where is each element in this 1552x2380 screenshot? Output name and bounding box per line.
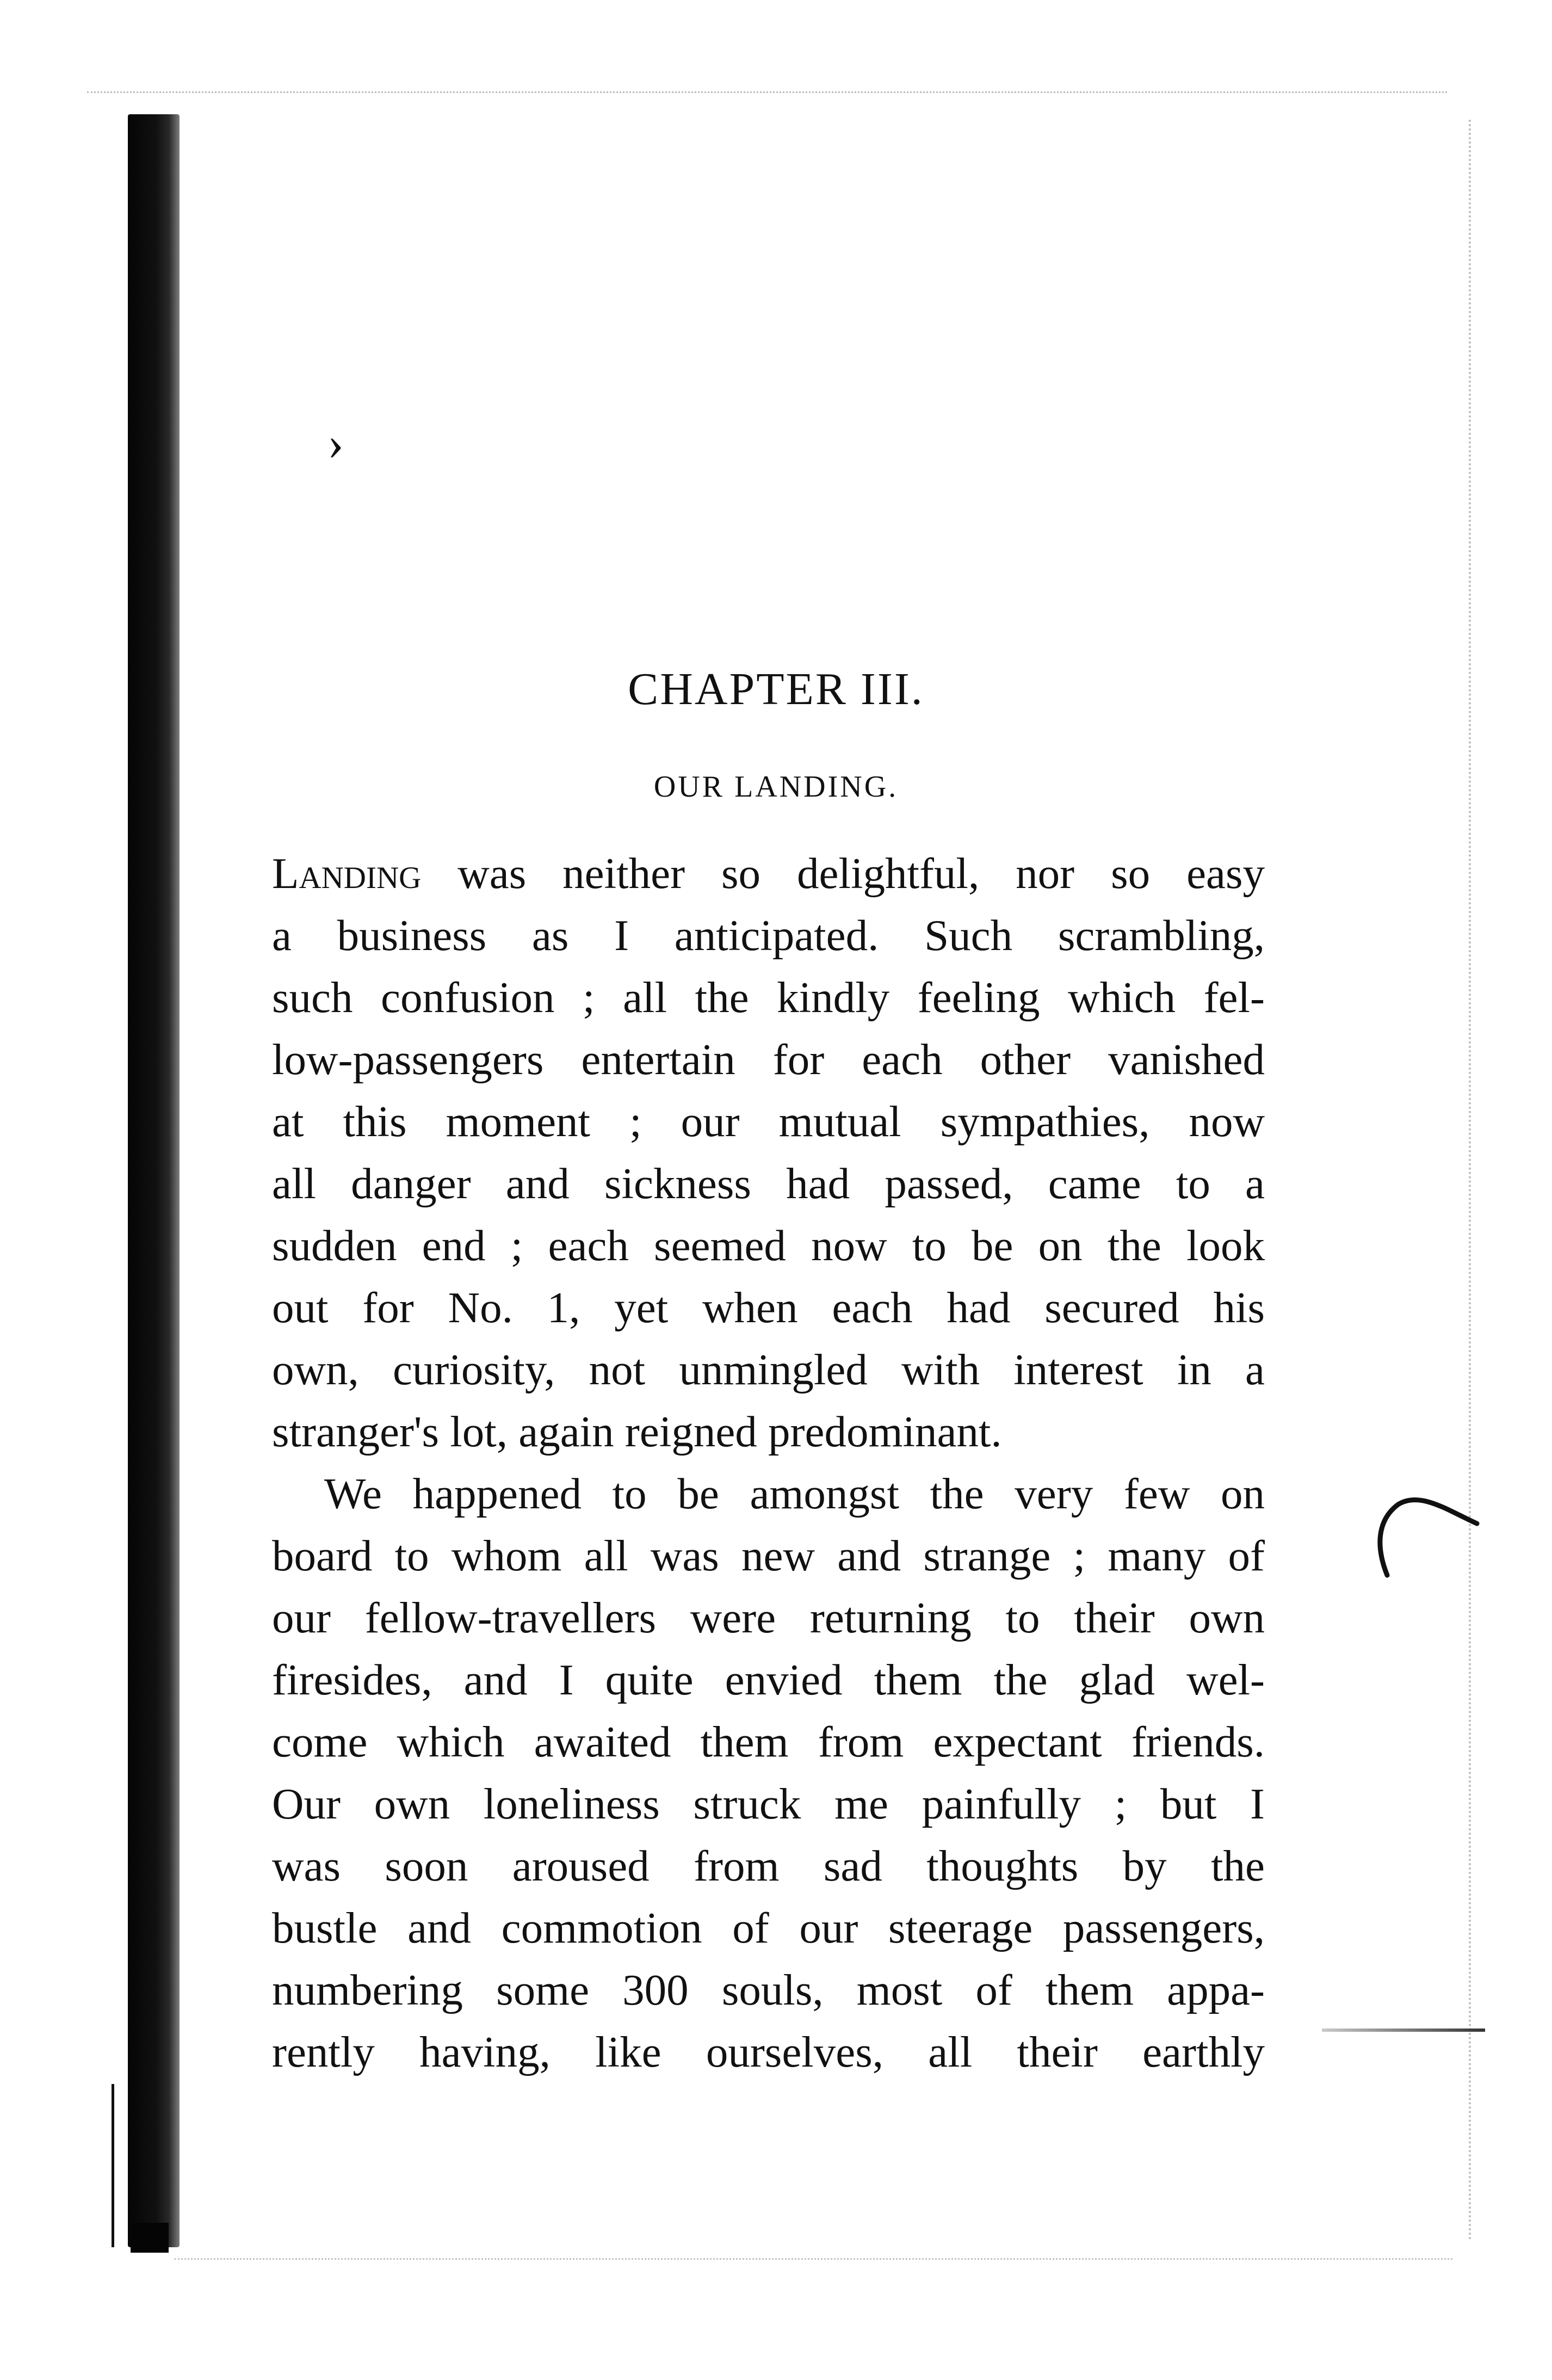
text-line: numbering some 300 souls, most of them appa- [272, 1965, 1265, 2014]
text-line: firesides, and I quite envied them the glad wel- [272, 1655, 1265, 1704]
page-edge-top [87, 91, 1447, 93]
text-line: such confusion ; all the kindly feeling which fel- [272, 973, 1265, 1022]
margin-pencil-mark [1365, 1488, 1480, 1581]
text-line [272, 842, 1265, 904]
text-line: a business as I anticipated. Such scrambling, [272, 911, 1265, 960]
text-line-content: was neither so delightful, nor so easy [421, 849, 1265, 898]
text-line: come which awaited them from expectant friends. [272, 1717, 1265, 1766]
text-line: out for No. 1, yet when each had secured his [272, 1283, 1265, 1332]
book-binding-shadow [128, 114, 180, 2247]
stray-ink-mark: › [327, 416, 344, 470]
text-line: own, curiosity, not unmingled with interest in a [272, 1345, 1265, 1394]
text-line: stranger's lot, again reigned predominant. [272, 1407, 1002, 1456]
text-line: We happened to be amongst the very few on [324, 1469, 1265, 1518]
text-line: low-passengers entertain for each other vanished [272, 1035, 1265, 1084]
page-edge-bottom [174, 2258, 1452, 2260]
text-line: sudden end ; each seemed now to be on the look [272, 1221, 1265, 1270]
text-line: all danger and sickness had passed, came to a [272, 1159, 1265, 1208]
margin-pencil-line [1322, 2028, 1485, 2032]
chapter-title: CHAPTER III. [628, 664, 924, 714]
text-line: Our own loneliness struck me painfully ; but I [272, 1779, 1265, 1828]
text-line: our fellow-travellers were returning to their own [272, 1593, 1265, 1642]
section-title: OUR LANDING. [653, 770, 899, 804]
text-line: bustle and commotion of our steerage passengers, [272, 1903, 1265, 1952]
text-line: was soon aroused from sad thoughts by the [272, 1841, 1265, 1890]
text-line: board to whom all was new and strange ; many of [272, 1531, 1265, 1580]
text-line: rently having, like ourselves, all their earthly [272, 2027, 1265, 2076]
binding-edge-line [112, 2084, 114, 2247]
drop-lead-word: Landing [272, 849, 422, 898]
body-text [272, 842, 1265, 2083]
text-line: at this moment ; our mutual sympathies, now [272, 1097, 1265, 1146]
binding-foot-shadow [131, 2223, 169, 2253]
page-edge-right [1469, 120, 1471, 2242]
